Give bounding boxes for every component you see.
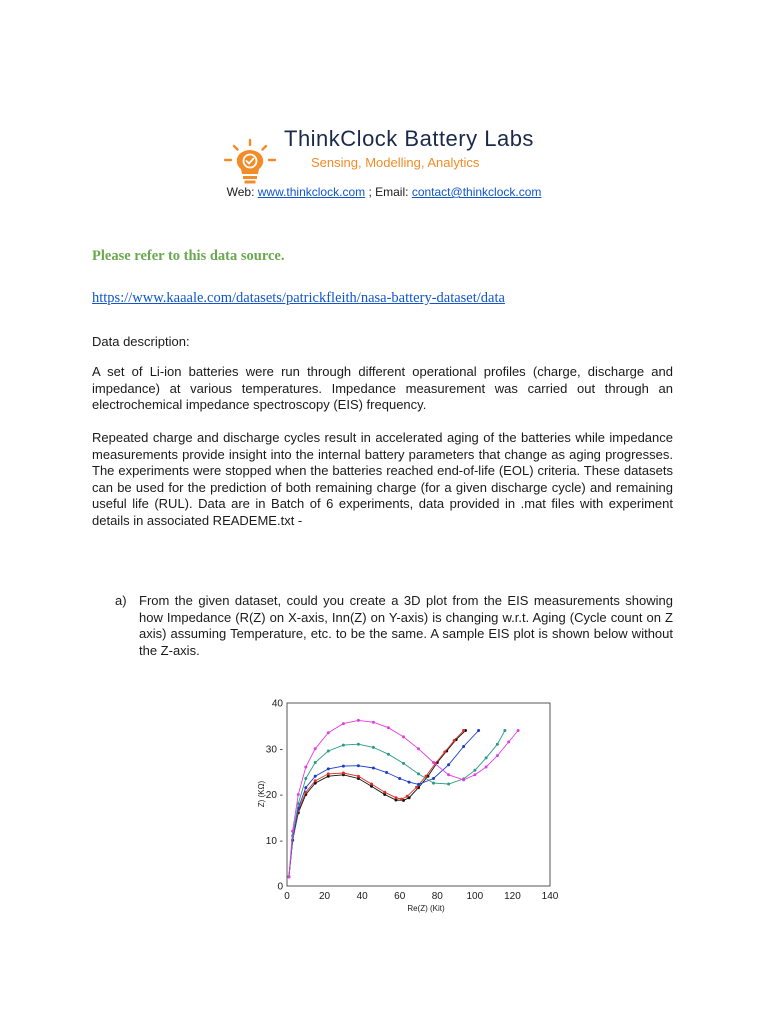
eis-chart	[250, 690, 570, 920]
letterhead	[0, 120, 768, 210]
data-point	[485, 756, 488, 759]
website-link[interactable]: www.thinkclock.com	[257, 185, 366, 199]
data-point	[314, 779, 317, 782]
data-point	[395, 796, 398, 799]
contact-line	[0, 185, 768, 199]
data-point	[314, 775, 317, 778]
x-tick-label: 40	[356, 891, 368, 902]
brand-tagline: Sensing, Modelling, Analytics	[311, 155, 480, 170]
y-axis-label: Z) (KΩ)	[257, 780, 266, 808]
plot-frame	[287, 703, 550, 886]
series-line	[289, 731, 505, 877]
data-point	[372, 746, 375, 749]
data-point	[402, 762, 405, 765]
data-point	[496, 754, 499, 757]
y-tick-label: 20 -	[265, 790, 283, 801]
data-point	[342, 765, 345, 768]
description-paragraph-2: Repeated charge and discharge cycles result in accelerated aging of the batteries while impedance measurements provide insight into the internal battery parameters that change as aging progresses. The experiments were stopped when the batteries reached end-of-life (EOL) criteria. These datasets can be used for the prediction of both remaining charge (for a given discharge cycle) and remaining useful life (RUL). Data are in Batch of 6 experiments, data provided in .mat files with experiment details in associated READEME.txt -	[92, 430, 673, 528]
data-point	[372, 721, 375, 724]
data-point	[507, 740, 510, 743]
data-point	[473, 769, 476, 772]
data-point	[462, 729, 465, 732]
lightbulb-check-icon	[222, 138, 278, 186]
data-point	[477, 729, 480, 732]
data-point	[408, 781, 411, 784]
data-point	[342, 772, 345, 775]
y-tick-label: 0	[277, 881, 283, 893]
task-text: From the given dataset, could you create a 3D plot from the EIS measurements showing how Impedance (R(Z) on X-axis, Inn(Z) on Y-axis) is changing w.r.t. Aging (Cycle count on Z axis) assuming Temperature, etc. to be the same. A sample EIS plot is shown below without the Z-axis.	[139, 593, 673, 658]
series-line	[289, 731, 466, 877]
data-point	[327, 772, 330, 775]
data-point	[327, 767, 330, 770]
x-tick-label: 0	[284, 891, 290, 902]
data-point	[357, 764, 360, 767]
series-blue	[287, 729, 480, 878]
data-point	[443, 751, 446, 754]
data-point	[385, 771, 388, 774]
data-point	[314, 761, 317, 764]
data-point	[462, 745, 465, 748]
data-point	[387, 726, 390, 729]
data-point	[417, 772, 420, 775]
data-point	[485, 766, 488, 769]
x-tick-label: 60	[394, 891, 406, 902]
data-point	[453, 739, 456, 742]
data-point	[406, 795, 409, 798]
data-point	[473, 773, 476, 776]
data-point	[447, 773, 450, 776]
email-label: ; Email:	[368, 185, 409, 199]
x-tick-label: 80	[431, 891, 443, 902]
data-point	[415, 786, 418, 789]
x-tick-label: 20	[319, 891, 331, 902]
data-point	[398, 777, 401, 780]
data-point	[447, 763, 450, 766]
description-heading: Data description:	[92, 334, 190, 349]
web-label: Web:	[226, 185, 255, 199]
data-point	[357, 719, 360, 722]
data-point	[432, 782, 435, 785]
y-tick-label: 40	[271, 698, 283, 710]
data-point	[432, 777, 435, 780]
data-point	[432, 761, 435, 764]
data-point	[372, 767, 375, 770]
data-source-notice: Please refer to this data source.	[92, 248, 285, 264]
data-point	[327, 750, 330, 753]
data-point	[402, 735, 405, 738]
data-point	[304, 777, 307, 780]
data-point	[314, 747, 317, 750]
x-tick-label: 140	[541, 891, 559, 902]
data-point	[425, 775, 428, 778]
y-tick-label: 30 -	[265, 744, 283, 756]
data-point	[291, 830, 294, 833]
data-point	[383, 791, 386, 794]
data-point	[496, 743, 499, 746]
data-point	[342, 744, 345, 747]
x-tick-label: 100	[466, 891, 484, 902]
y-tick-label: 10 -	[265, 835, 283, 847]
data-point	[370, 783, 373, 786]
series-line	[289, 731, 464, 877]
data-point	[304, 786, 307, 789]
data-point	[327, 731, 330, 734]
data-point	[304, 766, 307, 769]
x-axis-label: Re(Z) (Kit)	[407, 904, 445, 913]
eis-chart-svg	[250, 690, 570, 920]
data-point	[357, 743, 360, 746]
data-point	[503, 729, 506, 732]
task-marker: a)	[115, 593, 127, 608]
data-point	[297, 793, 300, 796]
data-point	[342, 722, 345, 725]
series-teal	[287, 729, 506, 878]
data-point	[357, 775, 360, 778]
brand-title: ThinkClock Battery Labs	[284, 126, 534, 151]
data-point	[287, 875, 290, 878]
data-point	[387, 753, 390, 756]
data-point	[400, 798, 403, 801]
email-link[interactable]: contact@thinkclock.com	[411, 185, 542, 199]
data-source-link[interactable]: https://www.kaaale.com/datasets/patrickfleith/nasa-battery-dataset/data	[92, 290, 505, 306]
data-point	[462, 778, 465, 781]
x-tick-label: 120	[504, 891, 521, 902]
data-point	[417, 747, 420, 750]
data-point	[417, 783, 420, 786]
data-point	[517, 729, 520, 732]
description-paragraph-1: A set of Li-ion batteries were run through different operational profiles (charge, discharge and impedance) at various temperatures. Impedance measurement was carried out through an electrochemical impedance spectroscopy (EIS) frequency.	[92, 364, 673, 412]
data-point	[447, 783, 450, 786]
